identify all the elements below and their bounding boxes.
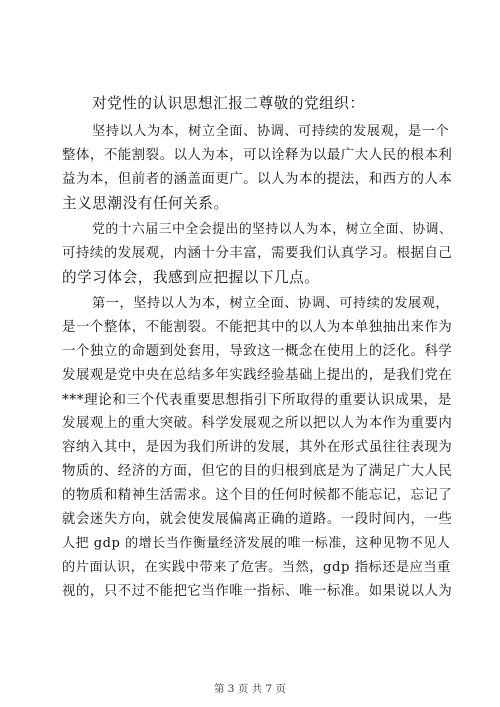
text-line: 坚持以人为本，树立全面、协调、可持续的发展观，是一个 <box>92 124 450 139</box>
text-line: 发展观是党中央在总结多年实践经验基础上提出的，是我们党在 <box>62 368 453 383</box>
text-line: ***理论和三个代表重要思想指引下所取得的重要认识成果，是 <box>62 392 452 408</box>
text-line: 的片面认识，在实践中带来了危害。当然，gdp 指标还是应当重 <box>62 560 451 575</box>
text-line: 就会迷失方向，就会使发展偏离正确的道路。一段时间内，一些 <box>62 512 453 527</box>
text-line: 容纳入其中，是因为我们所讲的发展，其外在形式虽往往表现为 <box>62 440 453 455</box>
text-line: 可持续的发展观，内涵十分丰富，需要我们认真学习。根据自己 <box>62 246 453 261</box>
text-line: 的物质和精神生活需求。这个目的任何时候都不能忘记，忘记了 <box>62 488 453 503</box>
text-line: 主义思潮没有任何关系。 <box>62 195 229 212</box>
text-line: 视的，只不过不能把它当作唯一指标、唯一标准。如果说以人为 <box>62 584 453 599</box>
text-line: 一个独立的命题到处套用，导致这一概念在使用上的泛化。科学 <box>62 344 453 359</box>
page-number-footer: 第 3 页 共 7 页 <box>213 683 287 695</box>
text-line: 发展观上的重大突破。科学发展观之所以把以人为本作为重要内 <box>62 416 453 431</box>
text-line: 物质的、经济的方面，但它的目的归根到底是为了满足广大人民 <box>62 464 453 479</box>
text-line: 整体，不能割裂。以人为本，可以诠释为以最广大人民的根本利 <box>62 148 453 163</box>
text-line: 第一，坚持以人为本，树立全面、协调、可持续的发展观， <box>92 296 450 311</box>
text-line: 是一个整体，不能割裂。不能把其中的以人为本单独抽出来作为 <box>62 320 453 335</box>
title-line: 对党性的认识思想汇报二尊敬的党组织： <box>92 95 365 112</box>
text-line: 党的十六届三中全会提出的坚持以人为本，树立全面、协调、 <box>92 222 453 237</box>
text-line: 人把 gdp 的增长当作衡量经济发展的唯一标准，这种见物不见人 <box>62 536 451 551</box>
text-line: 益为本，但前者的涵盖面更广。以人为本的提法，和西方的人本 <box>62 172 453 187</box>
text-line: 的学习体会，我感到应把握以下几点。 <box>62 269 320 286</box>
